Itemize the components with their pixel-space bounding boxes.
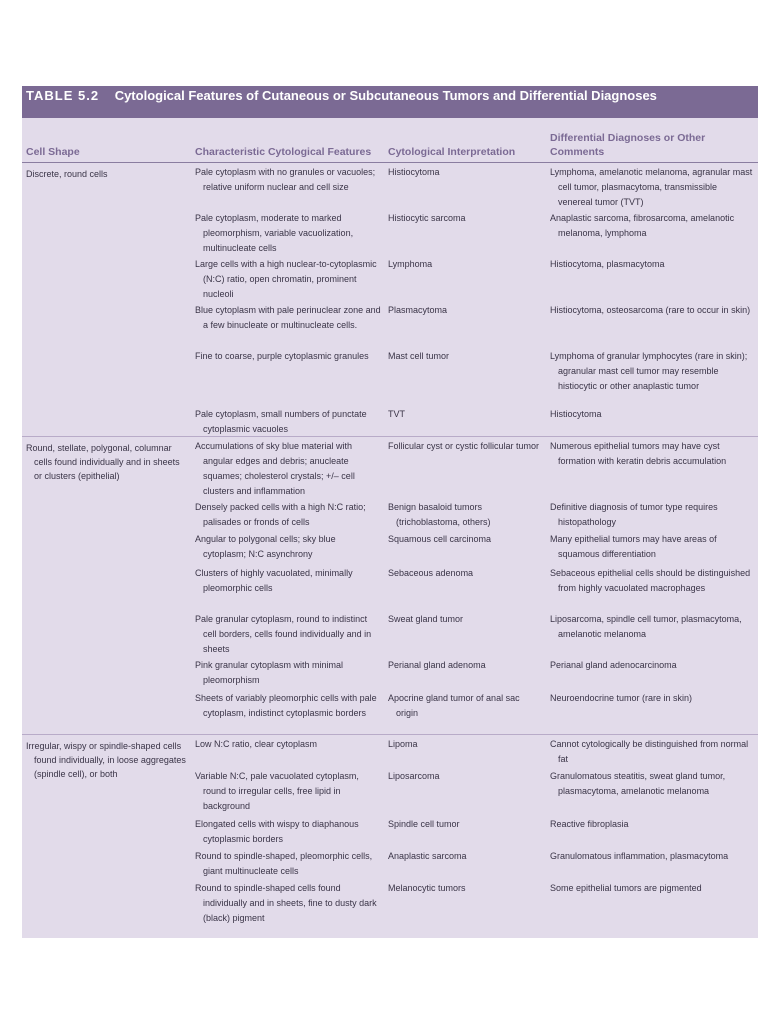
interpretation-cell: Histiocytic sarcoma xyxy=(388,213,466,223)
interpretation-cell: Lymphoma xyxy=(388,259,433,269)
header-interpretation: Cytological Interpretation xyxy=(388,146,516,158)
features-cell: Fine to coarse, purple cytoplasmic granules xyxy=(195,351,369,361)
interpretation-cell: Perianal gland adenoma xyxy=(388,660,486,670)
interpretation-cell: Benign basaloid tumors (trichoblastoma, others) xyxy=(388,502,491,527)
differential-cell: Histiocytoma, osteosarcoma (rare to occur in skin) xyxy=(550,305,751,315)
table-group xyxy=(22,437,758,735)
interpretation-cell: Spindle cell tumor xyxy=(388,819,460,829)
table-row xyxy=(22,530,758,564)
features-cell: Densely packed cells with a high N:C ratio; palisades or fronds of cells xyxy=(195,502,366,527)
differential-cell: Sebaceous epithelial cells should be distinguished from highly vacuolated macrophages xyxy=(550,568,751,593)
table-number: TABLE 5.2 xyxy=(26,88,100,103)
table-row xyxy=(22,347,758,405)
interpretation-cell: Sweat gland tumor xyxy=(388,614,464,624)
interpretation-cell: Sebaceous adenoma xyxy=(388,568,474,578)
table-row xyxy=(22,610,758,656)
differential-cell: Granulomatous inflammation, plasmacytoma xyxy=(550,851,729,861)
interpretation-cell: Lipoma xyxy=(388,739,418,749)
differential-cell: Lymphoma, amelanotic melanoma, agranular mast cell tumor, plasmacytoma, transmissible venereal tumor (TVT) xyxy=(550,167,753,207)
interpretation-cell: Liposarcoma xyxy=(388,771,440,781)
interpretation-cell: Histiocytoma xyxy=(388,167,440,177)
interpretation-cell: Mast cell tumor xyxy=(388,351,450,361)
interpretation-cell: Plasmacytoma xyxy=(388,305,448,315)
differential-cell: Reactive fibroplasia xyxy=(550,819,629,829)
interpretation-cell: Squamous cell carcinoma xyxy=(388,534,492,544)
interpretation-cell: TVT xyxy=(388,409,405,419)
table-header-row xyxy=(22,118,758,163)
table-group xyxy=(22,735,758,938)
features-cell: Large cells with a high nuclear-to-cytoplasmic (N:C) ratio, open chromatin, prominent nucleoli xyxy=(195,259,377,299)
interpretation-cell: Anaplastic sarcoma xyxy=(388,851,467,861)
interpretation-cell: Melanocytic tumors xyxy=(388,883,466,893)
differential-cell: Some epithelial tumors are pigmented xyxy=(550,883,702,893)
table-row xyxy=(22,209,758,255)
differential-cell: Definitive diagnosis of tumor type requires histopathology xyxy=(550,502,718,527)
differential-cell: Lymphoma of granular lymphocytes (rare in skin); agranular mast cell tumor may resemble histiocytic or other anaplastic tumor xyxy=(550,351,748,391)
features-cell: Round to spindle-shaped, pleomorphic cells, giant multinucleate cells xyxy=(195,851,373,876)
cell-shape-label: Irregular, wispy or spindle-shaped cells found individually, in loose aggregates (spindle cell), or both xyxy=(26,741,186,779)
cytology-table xyxy=(22,86,758,938)
features-cell: Pale cytoplasm, moderate to marked pleomorphism, variable vacuolization, multinucleate cells xyxy=(195,213,354,253)
cell-shape-label: Round, stellate, polygonal, columnar cells found individually and in sheets or clusters (epithelial) xyxy=(26,443,180,481)
table-row xyxy=(22,163,758,209)
header-differential: Differential Diagnoses or Other Comments xyxy=(550,132,706,158)
features-cell: Sheets of variably pleomorphic cells with pale cytoplasm, indistinct cytoplasmic borders xyxy=(195,693,377,718)
features-cell: Angular to polygonal cells; sky blue cytoplasm; N:C asynchrony xyxy=(195,534,336,559)
differential-cell: Histiocytoma, plasmacytoma xyxy=(550,259,665,269)
table-row xyxy=(22,689,758,733)
features-cell: Pink granular cytoplasm with minimal pleomorphism xyxy=(195,660,344,685)
table-row xyxy=(22,437,758,498)
differential-cell: Neuroendocrine tumor (rare in skin) xyxy=(550,693,693,703)
differential-cell: Many epithelial tumors may have areas of squamous differentiation xyxy=(550,534,717,559)
differential-cell: Cannot cytologically be distinguished from normal fat xyxy=(550,739,749,764)
features-cell: Clusters of highly vacuolated, minimally pleomorphic cells xyxy=(195,568,353,593)
table-row xyxy=(22,255,758,301)
differential-cell: Perianal gland adenocarcinoma xyxy=(550,660,677,670)
table-row xyxy=(22,498,758,530)
features-cell: Round to spindle-shaped cells found individually and in sheets, fine to dusty dark (black) pigment xyxy=(195,883,377,923)
differential-cell: Anaplastic sarcoma, fibrosarcoma, amelanotic melanoma, lymphoma xyxy=(550,213,735,238)
table-row xyxy=(22,815,758,847)
cell-shape-label: Discrete, round cells xyxy=(26,169,108,179)
table-title: Cytological Features of Cutaneous or Subcutaneous Tumors and Differential Diagnoses xyxy=(114,88,657,103)
interpretation-cell: Apocrine gland tumor of anal sac origin xyxy=(388,693,520,718)
differential-cell: Granulomatous steatitis, sweat gland tumor, plasmacytoma, amelanotic melanoma xyxy=(550,771,726,796)
table-row xyxy=(22,656,758,689)
header-features: Characteristic Cytological Features xyxy=(195,146,372,158)
interpretation-cell: Follicular cyst or cystic follicular tumor xyxy=(388,441,540,451)
features-cell: Blue cytoplasm with pale perinuclear zone and a few binucleate or multinucleate cells. xyxy=(195,305,381,330)
table-group xyxy=(22,163,758,437)
table-row xyxy=(22,735,758,767)
features-cell: Elongated cells with wispy to diaphanous cytoplasmic borders xyxy=(195,819,359,844)
features-cell: Pale cytoplasm with no granules or vacuoles; relative uniform nuclear and cell size xyxy=(195,167,376,192)
table-row xyxy=(22,405,758,436)
differential-cell: Liposarcoma, spindle cell tumor, plasmacytoma, amelanotic melanoma xyxy=(550,614,742,639)
features-cell: Variable N:C, pale vacuolated cytoplasm, round to irregular cells, free lipid in background xyxy=(195,771,359,811)
features-cell: Pale granular cytoplasm, round to indistinct cell borders, cells found individually and in sheets xyxy=(195,614,372,654)
table-row xyxy=(22,301,758,347)
features-cell: Low N:C ratio, clear cytoplasm xyxy=(195,739,318,749)
features-cell: Pale cytoplasm, small numbers of punctate cytoplasmic vacuoles xyxy=(195,409,367,434)
differential-cell: Numerous epithelial tumors may have cyst formation with keratin debris accumulation xyxy=(550,441,727,466)
table-row xyxy=(22,767,758,815)
table-row xyxy=(22,879,758,929)
table-row xyxy=(22,847,758,879)
table-title-bar xyxy=(22,86,758,118)
table-row xyxy=(22,564,758,610)
features-cell: Accumulations of sky blue material with angular edges and debris; anucleate squames; cholesterol crystals; +/– cell clusters and inflammation xyxy=(195,441,355,496)
differential-cell: Histiocytoma xyxy=(550,409,602,419)
header-cell-shape: Cell Shape xyxy=(26,146,80,158)
